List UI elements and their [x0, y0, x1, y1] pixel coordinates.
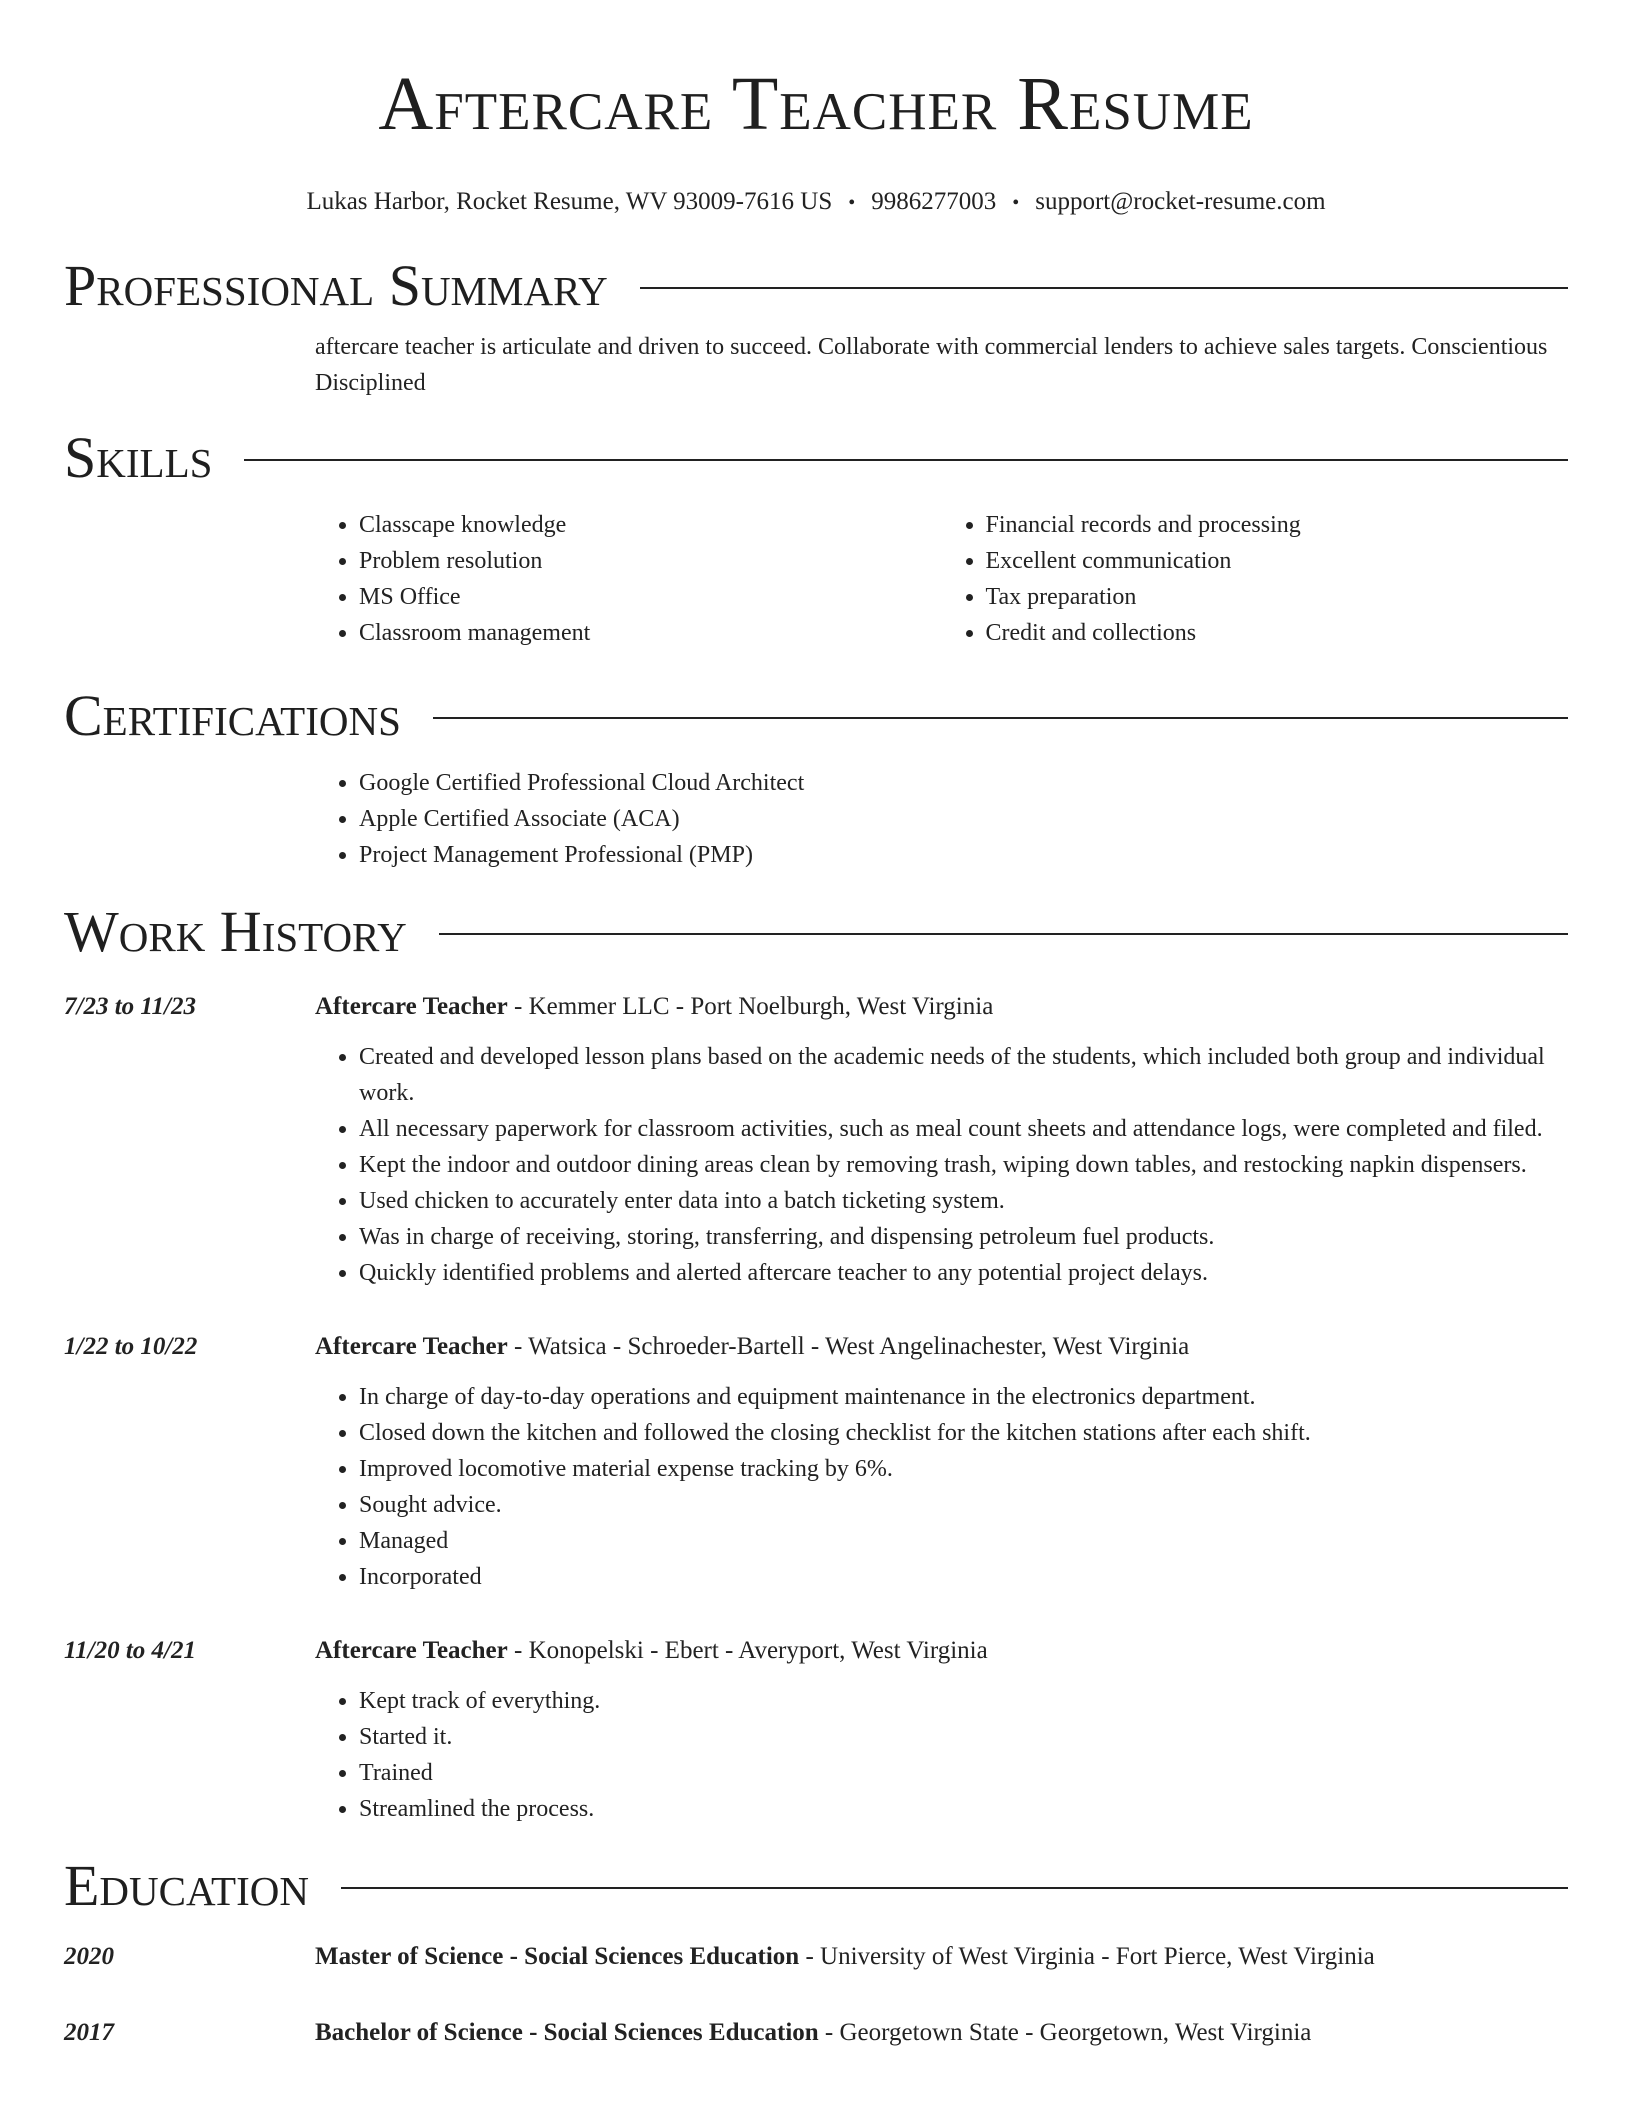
- certifications-block: [315, 765, 1568, 873]
- summary-heading: Professional Summary: [64, 253, 608, 318]
- skills-section-header: [64, 423, 1568, 493]
- summary-section-header: [64, 251, 1568, 321]
- job-bullet: • Incorporated: [359, 1559, 1568, 1595]
- section-divider: [640, 287, 1568, 289]
- section-divider: [433, 717, 1568, 719]
- skills-list-right: [942, 507, 1569, 651]
- job-bullet: • Quickly identified problems and alerted aftercare teacher to any potential project delays.: [359, 1255, 1568, 1291]
- skill-item: • MS Office: [359, 579, 942, 615]
- education-entry: [64, 1939, 1568, 1975]
- education-heading: [315, 2015, 1568, 2051]
- work-section-header: [64, 897, 1568, 967]
- job-date: 1/22 to 10/22: [64, 1333, 198, 1360]
- certifications-list: [315, 765, 1568, 873]
- contact-separator: •: [848, 192, 856, 214]
- job-bullets: [315, 1683, 1568, 1827]
- skills-heading: Skills: [64, 425, 213, 490]
- job-title: Aftercare Teacher: [315, 1333, 508, 1360]
- education-heading: [315, 1939, 1568, 1975]
- contact-address: Lukas Harbor, Rocket Resume, WV 93009-7616 US: [306, 188, 833, 215]
- education-heading: Education: [64, 1853, 309, 1918]
- job-title: Aftercare Teacher: [315, 1637, 508, 1664]
- job-bullet: • All necessary paperwork for classroom activities, such as meal count sheets and attendance logs, were completed and filed.: [359, 1111, 1568, 1147]
- job-bullet: • Closed down the kitchen and followed the closing checklist for the kitchen stations after each shift.: [359, 1415, 1568, 1451]
- education-school: - Georgetown State - Georgetown, West Virginia: [818, 2019, 1312, 2046]
- job-title: Aftercare Teacher: [315, 993, 508, 1020]
- education-list: [64, 1939, 1568, 2051]
- skill-item: • Financial records and processing: [986, 507, 1569, 543]
- job-date: 7/23 to 11/23: [64, 993, 196, 1020]
- job-bullet: • Was in charge of receiving, storing, transferring, and dispensing petroleum fuel products.: [359, 1219, 1568, 1255]
- job-bullet: • Trained: [359, 1755, 1568, 1791]
- certification-item: • Apple Certified Associate (ACA): [359, 801, 1568, 837]
- job-body: [315, 1633, 1568, 1827]
- education-date: 2020: [64, 1943, 114, 1970]
- certification-item: • Google Certified Professional Cloud Architect: [359, 765, 1568, 801]
- education-school: - University of West Virginia - Fort Pierce, West Virginia: [799, 1943, 1375, 1970]
- section-divider: [244, 459, 1568, 461]
- education-degree: Bachelor of Science - Social Sciences Education: [315, 2019, 819, 2046]
- job-bullet: • Started it.: [359, 1719, 1568, 1755]
- skill-item: • Tax preparation: [986, 579, 1569, 615]
- job-date: 11/20 to 4/21: [64, 1637, 196, 1664]
- education-body: [315, 2015, 1568, 2051]
- job-bullet: • Used chicken to accurately enter data into a batch ticketing system.: [359, 1183, 1568, 1219]
- job-heading: [315, 989, 1568, 1025]
- summary-text: aftercare teacher is articulate and driven to succeed. Collaborate with commercial lenders to achieve sales targets. Conscientious Disciplined: [315, 334, 1548, 396]
- skill-item: • Excellent communication: [986, 543, 1569, 579]
- contact-phone: 9986277003: [871, 188, 997, 215]
- contact-separator: •: [1012, 192, 1020, 214]
- resume-page: [64, 0, 1568, 2051]
- contact-email[interactable]: support@rocket-resume.com: [1035, 188, 1326, 215]
- job-bullet: • Improved locomotive material expense tracking by 6%.: [359, 1451, 1568, 1487]
- job-bullet: • Created and developed lesson plans based on the academic needs of the students, which included both group and individual work.: [359, 1039, 1568, 1111]
- skill-item: • Problem resolution: [359, 543, 942, 579]
- job-employer: - Kemmer LLC - Port Noelburgh, West Virginia: [507, 993, 994, 1020]
- job-bullet: • Kept the indoor and outdoor dining areas clean by removing trash, wiping down tables, and restocking napkin dispensers.: [359, 1147, 1568, 1183]
- skills-grid: [315, 507, 1568, 651]
- job-bullet: • In charge of day-to-day operations and equipment maintenance in the electronics department.: [359, 1379, 1568, 1415]
- job-employer: - Konopelski - Ebert - Averyport, West Virginia: [507, 1637, 988, 1664]
- job-employer: - Watsica - Schroeder-Bartell - West Angelinachester, West Virginia: [507, 1333, 1190, 1360]
- skill-item: • Classroom management: [359, 615, 942, 651]
- job-bullets: [315, 1379, 1568, 1595]
- job-entry: [64, 1329, 1568, 1595]
- certifications-heading: Certifications: [64, 683, 401, 748]
- job-heading: [315, 1633, 1568, 1669]
- education-section-header: [64, 1851, 1568, 1921]
- work-history-list: [64, 989, 1568, 1827]
- certification-item: • Project Management Professional (PMP): [359, 837, 1568, 873]
- education-date: 2017: [64, 2019, 114, 2046]
- skills-list-left: [315, 507, 942, 651]
- skill-item: • Classcape knowledge: [359, 507, 942, 543]
- work-heading: Work History: [64, 899, 407, 964]
- education-entry: [64, 2015, 1568, 2051]
- skill-item: • Credit and collections: [986, 615, 1569, 651]
- section-divider: [341, 1887, 1568, 1889]
- education-body: [315, 1939, 1568, 1975]
- education-degree: Master of Science - Social Sciences Education: [315, 1943, 800, 1970]
- section-divider: [439, 933, 1568, 935]
- job-entry: [64, 1633, 1568, 1827]
- job-body: [315, 1329, 1568, 1595]
- certifications-section-header: [64, 681, 1568, 751]
- job-entry: [64, 989, 1568, 1291]
- page-title: Aftercare Teacher Resume: [378, 62, 1254, 146]
- job-heading: [315, 1329, 1568, 1365]
- job-bullet: • Streamlined the process.: [359, 1791, 1568, 1827]
- job-body: [315, 989, 1568, 1291]
- job-bullet: • Sought advice.: [359, 1487, 1568, 1523]
- contact-line: [64, 186, 1568, 219]
- job-bullets: [315, 1039, 1568, 1291]
- job-bullet: • Managed: [359, 1523, 1568, 1559]
- job-bullet: • Kept track of everything.: [359, 1683, 1568, 1719]
